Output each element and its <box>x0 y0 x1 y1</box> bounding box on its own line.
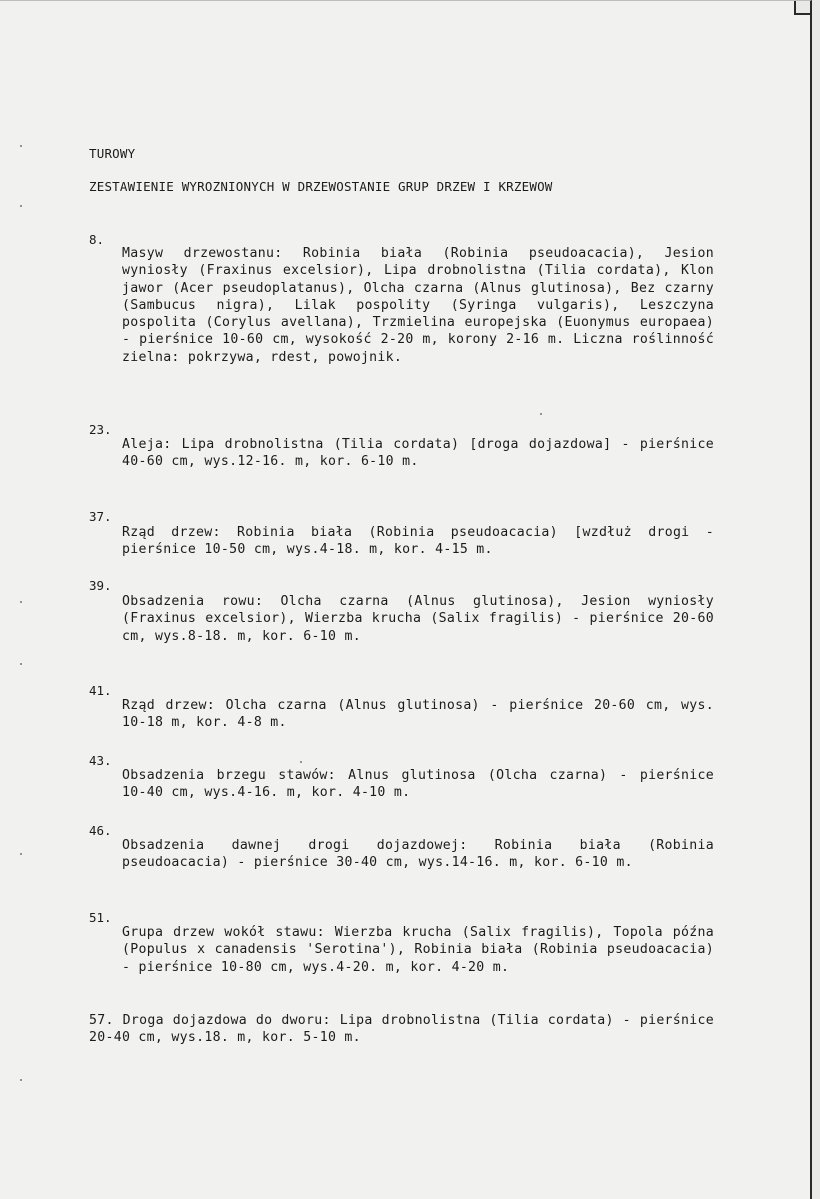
entry-text: Aleja: Lipa drobnolistna (Tilia cordata) [droga dojazdowa] - pierśnice 40-60 cm, wys.12-16. m, kor. 6-10 m. <box>122 437 714 470</box>
entry-number: 43. <box>89 753 112 768</box>
scan-speck <box>540 413 542 415</box>
entry-text: Droga dojazdowa do dworu: Lipa drobnolistna (Tilia cordata) - pierśnice 20-40 cm, wys.18. m, kor. 5-10 m. <box>89 1013 714 1046</box>
entry-text: Rząd drzew: Olcha czarna (Alnus glutinosa) - pierśnice 20-60 cm, wys. 10-18 m, kor. 4-8 m. <box>122 698 714 731</box>
scan-speck <box>20 1079 22 1081</box>
scan-speck <box>20 601 22 603</box>
scan-speck <box>20 145 22 147</box>
entry-number: 39. <box>89 578 112 593</box>
scan-speck <box>20 853 22 855</box>
document-title: ZESTAWIENIE WYROZNIONYCH W DRZEWOSTANIE GRUP DRZEW I KRZEWOW <box>89 179 553 194</box>
entry-number: 37. <box>89 509 112 524</box>
entry-number: 8. <box>89 232 105 247</box>
entry-inline-57 <box>89 1012 714 1047</box>
entry-number: 51. <box>89 910 112 925</box>
entry-text: Obsadzenia rowu: Olcha czarna (Alnus glutinosa), Jesion wyniosły (Fraxinus excelsior), Wierzba krucha (Salix fragilis) - pierśnice 20-60 cm, wys.8-18. m, kor. 6-10 m. <box>122 594 714 644</box>
entry-text: Obsadzenia dawnej drogi dojazdowej: Robinia biała (Robinia pseudoacacia) - pierśnice 30-40 cm, wys.14-16. m, kor. 6-10 m. <box>122 838 714 871</box>
entry-text: Grupa drzew wokół stawu: Wierzba krucha (Salix fragilis), Topola późna (Populus x canadensis 'Serotina'), Robinia biała (Robinia pseudoacacia) - pierśnice 10-80 cm, wys.4-20. m, kor. 4-20 m. <box>122 925 714 975</box>
entry-text: Masyw drzewostanu: Robinia biała (Robinia pseudoacacia), Jesion wyniosły (Fraxinus excelsior), Lipa drobnolistna (Tilia cordata), Klon jawor (Acer pseudoplatanus), Olcha czarna (Alnus glutinosa), Bez czarny (Sambucus nigra), Lilak pospolity (Syringa vulgaris), Leszczyna pospolita (Corylus avellana), Trzmielina europejska (Euonymus europaea) - pierśnice 10-60 cm, wysokość 2-20 m, korony 2-16 m. Liczna roślinność zielna: pokrzywa, rdest, powojnik. <box>122 246 714 365</box>
entry-text: Rząd drzew: Robinia biała (Robinia pseudoacacia) [wzdłuż drogi - pierśnice 10-50 cm, wys.4-18. m, kor. 4-15 m. <box>122 525 714 558</box>
entry-number: 57. <box>89 1013 114 1028</box>
entry-number: 23. <box>89 422 112 437</box>
scan-speck <box>300 761 302 763</box>
scan-speck <box>20 205 22 207</box>
page-corner-fold <box>794 1 810 15</box>
entry-number: 41. <box>89 683 112 698</box>
entry-number: 46. <box>89 823 112 838</box>
document-header: TUROWY <box>89 146 136 161</box>
entry-text: Obsadzenia brzegu stawów: Alnus glutinosa (Olcha czarna) - pierśnice 10-40 cm, wys.4-16. m, kor. 4-10 m. <box>122 768 714 801</box>
scan-speck <box>20 663 22 665</box>
